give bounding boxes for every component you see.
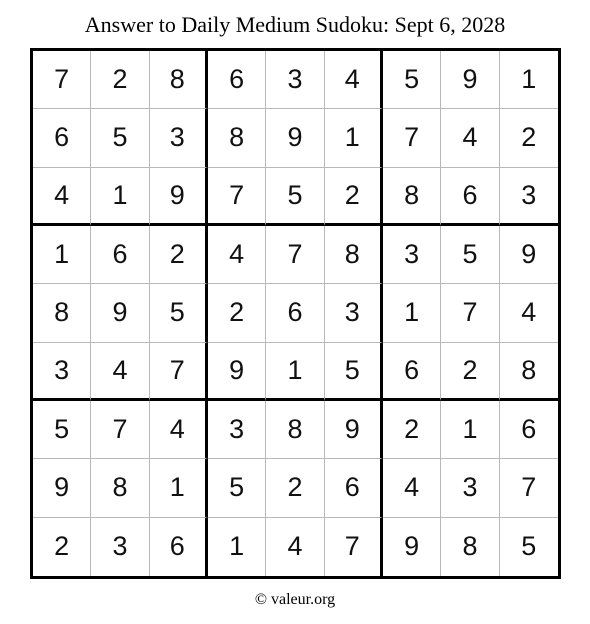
sudoku-cell-r3-c4: 7: [208, 168, 266, 226]
sudoku-cell-r8-c6: 6: [325, 459, 383, 517]
sudoku-cell-r3-c5: 5: [266, 168, 324, 226]
sudoku-cell-r7-c8: 1: [441, 401, 499, 459]
sudoku-cell-r7-c6: 9: [325, 401, 383, 459]
sudoku-cell-r3-c3: 9: [150, 168, 208, 226]
sudoku-cell-r9-c4: 1: [208, 518, 266, 576]
sudoku-cell-r1-c3: 8: [150, 51, 208, 109]
sudoku-cell-r2-c3: 3: [150, 109, 208, 167]
sudoku-cell-r2-c5: 9: [266, 109, 324, 167]
sudoku-cell-r9-c8: 8: [441, 518, 499, 576]
sudoku-cell-r4-c2: 6: [91, 226, 149, 284]
sudoku-cell-r3-c8: 6: [441, 168, 499, 226]
sudoku-cell-r5-c2: 9: [91, 284, 149, 342]
sudoku-cell-r6-c7: 6: [383, 343, 441, 401]
sudoku-cell-r1-c6: 4: [325, 51, 383, 109]
sudoku-cell-r4-c8: 5: [441, 226, 499, 284]
sudoku-cell-r5-c1: 8: [33, 284, 91, 342]
sudoku-cell-r5-c7: 1: [383, 284, 441, 342]
sudoku-cell-r6-c4: 9: [208, 343, 266, 401]
sudoku-cell-r6-c3: 7: [150, 343, 208, 401]
sudoku-cell-r5-c9: 4: [500, 284, 558, 342]
sudoku-cell-r6-c1: 3: [33, 343, 91, 401]
sudoku-cell-r1-c9: 1: [500, 51, 558, 109]
sudoku-grid: [30, 48, 561, 579]
sudoku-cell-r2-c6: 1: [325, 109, 383, 167]
sudoku-cell-r3-c2: 1: [91, 168, 149, 226]
sudoku-cell-r8-c7: 4: [383, 459, 441, 517]
sudoku-cell-r6-c2: 4: [91, 343, 149, 401]
sudoku-cell-r9-c3: 6: [150, 518, 208, 576]
sudoku-cell-r6-c8: 2: [441, 343, 499, 401]
sudoku-cell-r4-c9: 9: [500, 226, 558, 284]
sudoku-cell-r4-c3: 2: [150, 226, 208, 284]
sudoku-cell-r7-c5: 8: [266, 401, 324, 459]
sudoku-cell-r3-c9: 3: [500, 168, 558, 226]
sudoku-cell-r5-c8: 7: [441, 284, 499, 342]
sudoku-cell-r8-c1: 9: [33, 459, 91, 517]
page-title: Answer to Daily Medium Sudoku: Sept 6, 2028: [84, 12, 506, 37]
sudoku-cell-r8-c5: 2: [266, 459, 324, 517]
sudoku-cell-r1-c7: 5: [383, 51, 441, 109]
sudoku-cell-r1-c8: 9: [441, 51, 499, 109]
sudoku-cell-r2-c2: 5: [91, 109, 149, 167]
sudoku-cell-r9-c7: 9: [383, 518, 441, 576]
sudoku-cell-r4-c5: 7: [266, 226, 324, 284]
sudoku-cell-r9-c1: 2: [33, 518, 91, 576]
sudoku-cell-r1-c4: 6: [208, 51, 266, 109]
sudoku-cell-r4-c7: 3: [383, 226, 441, 284]
copyright-footer: © valeur.org: [254, 591, 336, 608]
sudoku-cell-r3-c6: 2: [325, 168, 383, 226]
sudoku-cell-r3-c7: 8: [383, 168, 441, 226]
sudoku-cell-r2-c4: 8: [208, 109, 266, 167]
sudoku-cell-r8-c3: 1: [150, 459, 208, 517]
sudoku-cell-r2-c1: 6: [33, 109, 91, 167]
sudoku-cell-r6-c6: 5: [325, 343, 383, 401]
sudoku-cell-r9-c9: 5: [521, 531, 537, 562]
sudoku-cell-r4-c4: 4: [208, 226, 266, 284]
sudoku-cell-r4-c1: 1: [33, 226, 91, 284]
sudoku-cell-r9-c6: 7: [325, 518, 383, 576]
sudoku-cell-r1-c2: 2: [91, 51, 149, 109]
sudoku-cell-r5-c5: 6: [266, 284, 324, 342]
sudoku-cell-r9-c5: 4: [266, 518, 324, 576]
sudoku-cell-r8-c8: 3: [441, 459, 499, 517]
sudoku-cell-r2-c7: 7: [383, 109, 441, 167]
sudoku-cell-r2-c9: 2: [500, 109, 558, 167]
sudoku-cell-r6-c9: 8: [500, 343, 558, 401]
sudoku-cell-r2-c8: 4: [441, 109, 499, 167]
sudoku-cell-r4-c6: 8: [325, 226, 383, 284]
sudoku-cell-r7-c7: 2: [383, 401, 441, 459]
sudoku-cell-r9-c2: 3: [91, 518, 149, 576]
sudoku-cell-r7-c2: 7: [91, 401, 149, 459]
sudoku-cell-r1-c1: 7: [33, 51, 91, 109]
sudoku-cell-r5-c3: 5: [150, 284, 208, 342]
sudoku-cell-r7-c9: 6: [500, 401, 558, 459]
sudoku-cell-r8-c9: 7: [500, 459, 558, 517]
sudoku-cell-r1-c5: 3: [266, 51, 324, 109]
sudoku-cell-r6-c5: 1: [266, 343, 324, 401]
sudoku-cell-r3-c1: 4: [33, 168, 91, 226]
sudoku-cell-r7-c1: 5: [33, 401, 91, 459]
sudoku-cell-r5-c4: 2: [208, 284, 266, 342]
sudoku-cell-r7-c3: 4: [150, 401, 208, 459]
sudoku-cell-r8-c2: 8: [91, 459, 149, 517]
sudoku-cell-r5-c6: 3: [325, 284, 383, 342]
sudoku-cell-r8-c4: 5: [208, 459, 266, 517]
sudoku-cell-r7-c4: 3: [208, 401, 266, 459]
